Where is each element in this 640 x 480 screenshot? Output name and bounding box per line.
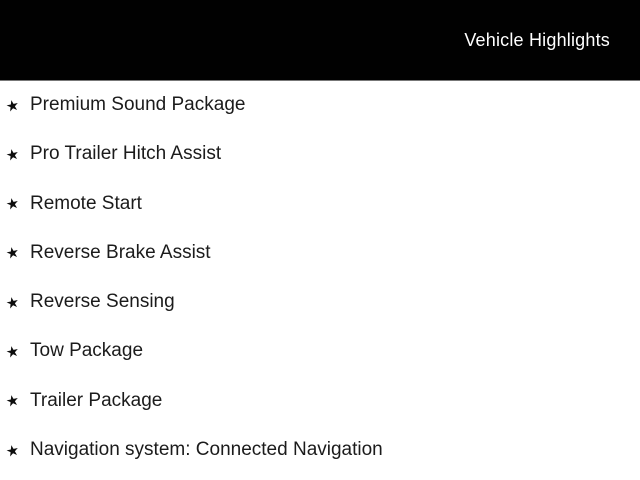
star-icon: ★ <box>4 194 22 215</box>
highlight-label: Premium Sound Package <box>30 94 246 115</box>
list-item <box>6 291 640 313</box>
highlight-label: Pro Trailer Hitch Assist <box>30 143 222 165</box>
list-item <box>6 340 640 362</box>
star-icon: ★ <box>4 342 22 363</box>
list-item <box>6 242 640 264</box>
header-bar <box>0 0 640 81</box>
highlight-label: Remote Start <box>30 192 142 214</box>
list-item <box>6 94 640 116</box>
list-item <box>6 439 640 461</box>
highlight-label: Reverse Sensing <box>30 291 175 313</box>
highlight-label: Tow Package <box>30 340 144 362</box>
star-icon: ★ <box>4 391 22 412</box>
highlight-label: Navigation system: Connected Navigation <box>30 439 383 461</box>
vehicle-highlights-list <box>0 81 640 461</box>
page-title: Vehicle Highlights <box>464 30 610 50</box>
highlight-label: Reverse Brake Assist <box>30 241 211 263</box>
list-item <box>6 390 640 412</box>
star-icon: ★ <box>4 244 22 264</box>
star-icon: ★ <box>4 441 22 461</box>
star-icon: ★ <box>4 145 22 165</box>
list-item <box>6 193 640 215</box>
list-item <box>6 143 640 165</box>
highlight-label: Trailer Package <box>30 389 163 411</box>
star-icon: ★ <box>4 96 22 116</box>
star-icon: ★ <box>4 293 22 313</box>
